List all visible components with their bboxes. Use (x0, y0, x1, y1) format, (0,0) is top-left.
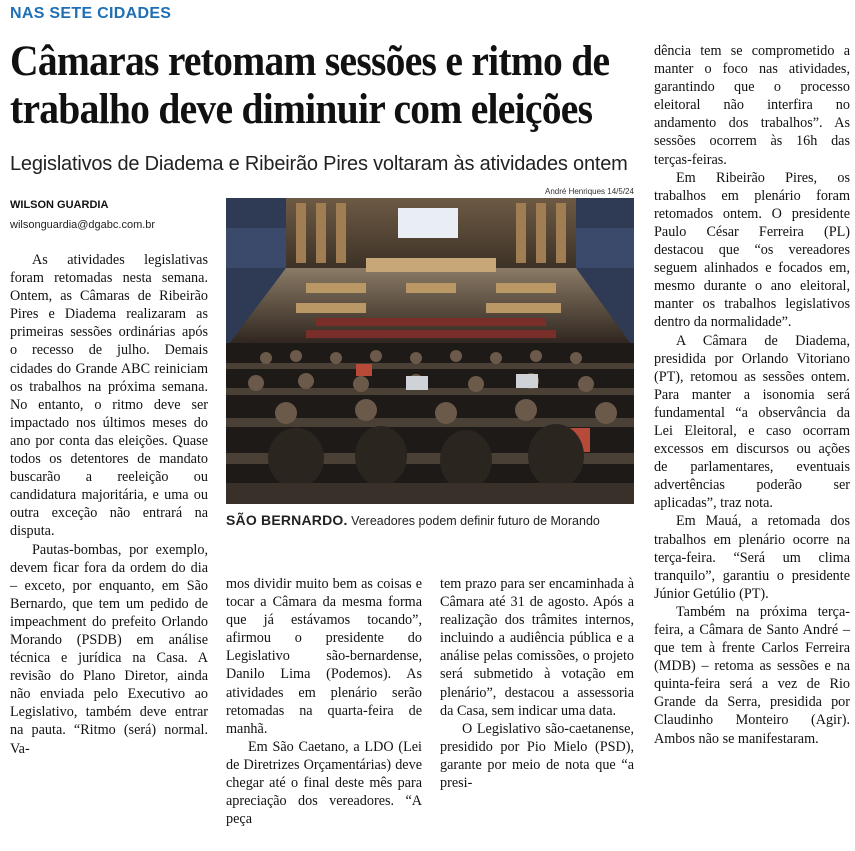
headline (10, 38, 610, 134)
section-label: NAS SETE CIDADES (10, 5, 172, 22)
author-email[interactable]: wilsonguardia@dgabc.com.br (10, 219, 156, 231)
paragraph: Pautas-bombas, por exemplo, devem ficar fora da ordem do dia – exceto, por enquanto, em São Bernardo, que tem um pedido de impeachment do prefeito Orlando Morando (PSDB) em análise técnica e jurídica na Casa. A revisão do Plano Diretor, ainda não enviada pelo Executivo ao Legislativo, também deve entrar na pauta. “Ritmo (será) normal. Va- (10, 541, 208, 757)
news-photo (226, 198, 634, 504)
headline-line-2: trabalho deve diminuir com eleições (10, 86, 593, 133)
subheadline: Legislativos de Diadema e Ribeirão Pires voltaram às atividades ontem (10, 153, 628, 175)
paragraph: Em Ribeirão Pires, os trabalhos em plenário foram retomados ontem. O presidente Paulo César Ferreira (PL) destacou que “os vereadores seguem alinhados e focados em, mesmo durante o ano eleitoral, manter os trabalhos legislativos dentro da normalidade”. (654, 169, 850, 331)
paragraph: A Câmara de Diadema, presidida por Orlando Vitoriano (PT), retomou as sessões ontem. Para manter a isonomia será fundamental “a observância da Lei Eleitoral, e caso ocorram excessos em discursos ou ações de parlamentares, eventuais advertências poderão ser aplicadas”, traz nota. (654, 332, 850, 512)
paragraph: Em Mauá, a retomada dos trabalhos em plenário ocorre na terça-feira. “Será um clima tranquilo”, garantiu o presidente Júnior Getúlio (PT). (654, 513, 850, 602)
paragraph: O Legislativo são-caetanense, presidido por Pio Mielo (PSD), garante por meio de nota que “a presi- (440, 720, 634, 792)
article-column-1 (10, 251, 208, 758)
paragraph: tem prazo para ser encaminhada à Câmara até 31 de agosto. Após a realização dos trâmites internos, incluindo a audiência pública e a análise pelas comissões, o projeto será submetido à votação em plenário”, destacou a assessoria da Casa, sem indicar uma data. (440, 576, 634, 719)
article-column-2 (226, 575, 422, 828)
photo-credit: André Henriques 14/5/24 (545, 187, 634, 196)
article-column-4 (654, 42, 850, 748)
caption-text: Vereadores podem definir futuro de Morando (347, 514, 600, 528)
article-column-3 (440, 575, 634, 792)
paragraph: dência tem se comprometido a manter o foco nas atividades, garantindo que o processo eleitoral não interfira no andamento dos trabalhos”. As sessões ocorrem às 16h das terças-feiras. (654, 43, 850, 168)
caption-lead: SÃO BERNARDO. (226, 512, 348, 528)
paragraph: mos dividir muito bem as coisas e tocar a Câmara da mesma forma que já estávamos tocando”, afirmou o presidente do Legislativo são-bernardense, Danilo Lima (Podemos). As atividades em plenário serão retomadas na quarta-feira de manhã. (226, 576, 422, 737)
paragraph: Também na próxima terça-feira, a Câmara de Santo André – que tem à frente Carlos Ferreira (MDB) – retoma as sessões e na quinta-feira será a vez de Rio Grande da Serra, presidida por Claudinho Monteiro (Agir). Ambos não se manifestaram. (654, 603, 850, 747)
paragraph: As atividades legislativas foram retomadas nesta semana. Ontem, as Câmaras de Ribeirão Pires e Diadema realizaram as primeiras sessões ordinárias após o recesso de julho. Demais cidades do Grande ABC reiniciam os trabalhos na próxima semana. No entanto, o ritmo deve ser impactado nos últimos meses do ano por conta das eleições. Quase todos os detentores de mandato buscarão a reeleição ou candidatura majoritária, e uma ou outra exceção não entrará na disputa. (10, 252, 208, 540)
headline-line-1: Câmaras retomam sessões e ritmo de (10, 38, 610, 85)
paragraph: Em São Caetano, a LDO (Lei de Diretrizes Orçamentárias) deve chegar até o final deste mês para apreciação dos vereadores. “A peça (226, 738, 422, 828)
author-name: WILSON GUARDIA (10, 199, 109, 211)
photo-caption (226, 512, 600, 528)
